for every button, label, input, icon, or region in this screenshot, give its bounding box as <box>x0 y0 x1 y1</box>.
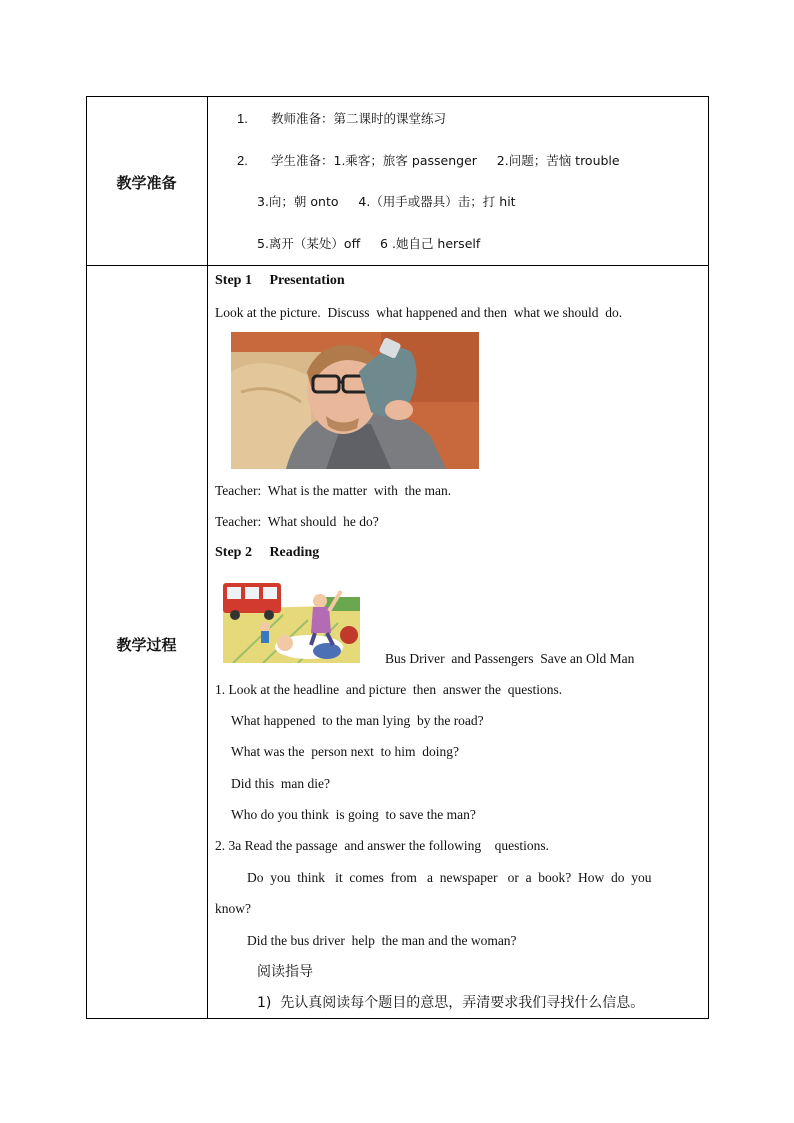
question-5-line-2: know? <box>215 901 251 916</box>
reading-task-2: 2. 3a Read the passage and answer the following questions. <box>215 838 550 853</box>
step1-title: Step 1 Presentation <box>215 273 345 288</box>
reading-guide-item-1: 1) 先认真阅读每个题目的意思，弄清要求我们寻找什么信息。 <box>257 995 645 1011</box>
prep-item-2-number: 2. <box>237 153 248 168</box>
teacher-question-2: Teacher: What should he do? <box>215 514 379 529</box>
table-left-border <box>86 96 87 1019</box>
teacher-question-1: Teacher: What is the matter with the man. <box>215 483 452 498</box>
prep-vocab-line-3: 3.向；朝 onto 4.（用手或器具）击；打 hit <box>257 194 516 209</box>
question-5-line-1: Do you think it comes from a newspaper or a book? How do you <box>247 870 652 885</box>
step1-instruction: Look at the picture. Discuss what happened and then what we should do. <box>215 305 623 320</box>
reading-headline: Bus Driver and Passengers Save an Old Man <box>385 651 635 666</box>
table-column-divider <box>207 96 208 1019</box>
question-2: What was the person next to him doing? <box>231 744 459 759</box>
step2-title: Step 2 Reading <box>215 545 320 560</box>
prep-item-1-number: 1. <box>237 111 248 126</box>
prep-label: 教学准备 <box>116 174 177 192</box>
table-row-divider <box>86 265 709 266</box>
man-with-ice-pack-photo <box>231 332 479 469</box>
table-top-border <box>86 96 709 97</box>
question-4: Who do you think is going to save the man? <box>231 807 476 822</box>
question-3: Did this man die? <box>231 776 330 791</box>
table-bottom-border <box>86 1018 709 1019</box>
prep-vocab-line-4: 5.离开（某处）off 6 .她自己 herself <box>257 236 481 251</box>
table-right-border <box>708 96 709 1019</box>
process-label: 教学过程 <box>116 636 177 654</box>
question-6: Did the bus driver help the man and the woman? <box>247 933 517 948</box>
reading-task-1: 1. Look at the headline and picture then answer the questions. <box>215 682 563 697</box>
prep-item-1-text: 教师准备：第二课时的课堂练习 <box>271 111 447 126</box>
prep-item-2-text: 学生准备：1.乘客；旅客 passenger 2.问题；苦恼 trouble <box>271 153 620 168</box>
bus-accident-illustration <box>223 575 360 663</box>
reading-guide-title: 阅读指导 <box>257 964 313 980</box>
question-1: What happened to the man lying by the road? <box>231 713 484 728</box>
